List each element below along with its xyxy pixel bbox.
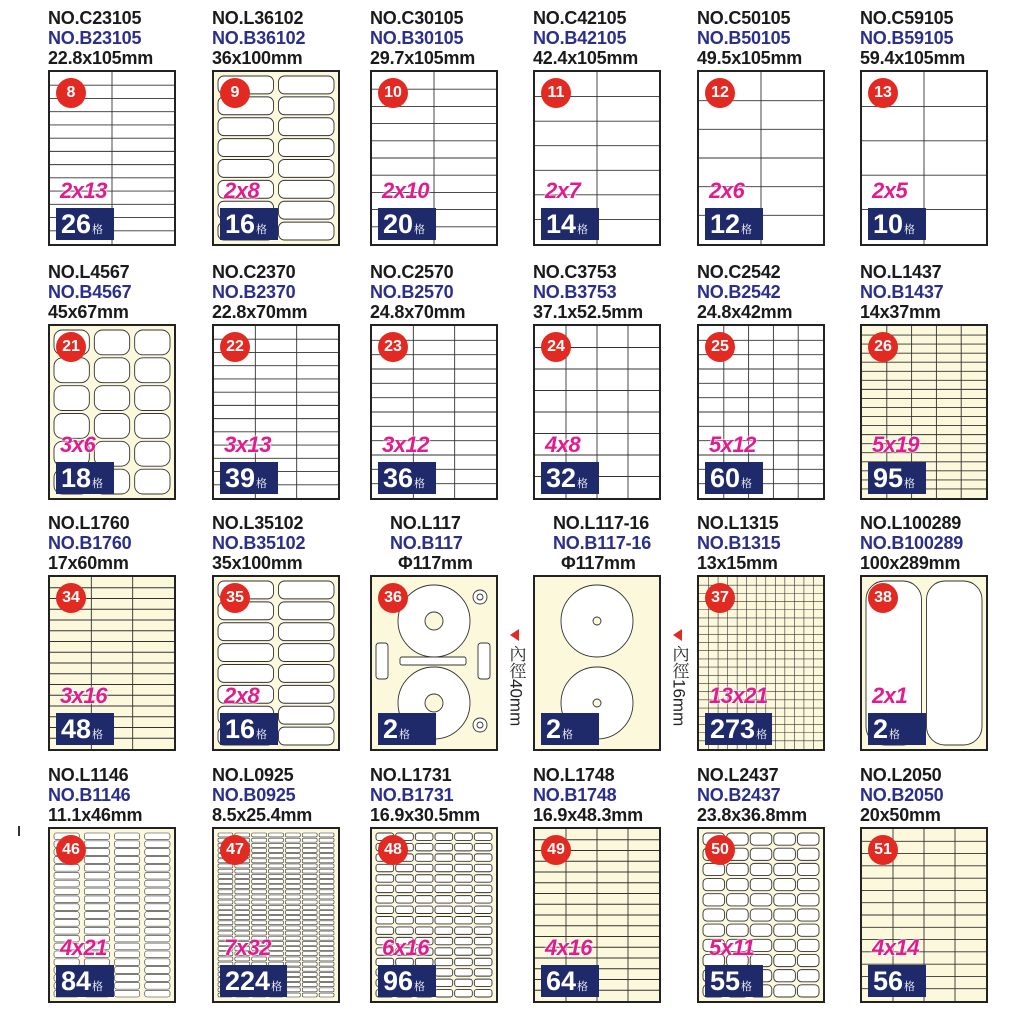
grid-layout-label: 5x11: [709, 935, 755, 960]
label-size: 45x67mm: [48, 302, 129, 322]
label-count: 60: [710, 463, 741, 493]
product-code-c: NO.L0925: [212, 765, 294, 785]
product-code-b: NO.B30105: [370, 28, 464, 48]
product-code-c: NO.L1760: [48, 513, 130, 533]
grid-layout-label: 4x8: [545, 432, 581, 457]
count-unit: 格: [271, 981, 283, 993]
label-sheet-preview: [533, 827, 661, 1003]
label-product-card: [860, 254, 1024, 504]
product-code-b: NO.B36102: [212, 28, 306, 48]
label-product-card: [860, 0, 1024, 250]
label-count-box: [541, 713, 599, 745]
layout-number-badge: 47: [220, 835, 250, 865]
count-unit: 格: [256, 224, 268, 236]
product-code-b: NO.B1315: [697, 533, 781, 553]
label-count-box: [56, 965, 114, 997]
product-code-c: NO.L35102: [212, 513, 304, 533]
grid-layout-label: 5x12: [709, 432, 756, 457]
grid-layout-label: 3x13: [224, 432, 271, 457]
grid-layout-label: 4x16: [545, 935, 592, 960]
grid-layout-label: 2x6: [709, 178, 745, 203]
label-count: 2: [546, 714, 562, 744]
layout-number-badge: 35: [220, 583, 250, 613]
label-product-card: [533, 254, 698, 504]
grid-layout-label: 2x8: [224, 178, 260, 203]
label-count-box: [541, 208, 599, 240]
grid-layout-label: 2x5: [872, 178, 908, 203]
product-code-c: NO.L1731: [370, 765, 452, 785]
label-count: 84: [61, 966, 92, 996]
label-count-box: [378, 713, 436, 745]
product-code-c: NO.L117: [390, 513, 461, 533]
label-product-card: [48, 254, 213, 504]
label-count-box: [378, 462, 436, 494]
layout-number-badge: 34: [56, 583, 86, 613]
label-size: 36x100mm: [212, 48, 303, 68]
product-code-c: NO.C23105: [48, 8, 142, 28]
count-unit: 格: [577, 478, 589, 490]
grid-layout-label: 3x12: [382, 432, 429, 457]
label-count-box: [220, 965, 287, 997]
label-count: 2: [383, 714, 399, 744]
label-product-card: [48, 0, 213, 250]
product-code-b: NO.B1748: [533, 785, 617, 805]
label-count-box: [56, 713, 114, 745]
label-sheet-preview: [370, 575, 526, 751]
label-count: 273: [710, 714, 756, 744]
label-count-box: [541, 965, 599, 997]
label-count: 10: [873, 209, 904, 239]
product-code-c: NO.C2542: [697, 262, 781, 282]
product-code-c: NO.L1315: [697, 513, 779, 533]
label-size: 8.5x25.4mm: [212, 805, 313, 825]
count-unit: 格: [904, 478, 916, 490]
label-sheet-preview: [48, 575, 176, 751]
count-unit: 格: [562, 729, 574, 741]
label-size: 17x60mm: [48, 553, 129, 573]
count-unit: 格: [741, 478, 753, 490]
label-product-card: [533, 757, 698, 1007]
product-code-b: NO.B4567: [48, 282, 132, 302]
product-code-c: NO.C2370: [212, 262, 296, 282]
label-size: 42.4x105mm: [533, 48, 639, 68]
grid-layout-label: 3x16: [60, 683, 107, 708]
label-product-card: [212, 505, 377, 755]
layout-number-badge: 11: [541, 78, 571, 108]
layout-number-badge: 37: [705, 583, 735, 613]
product-code-c: NO.L2437: [697, 765, 779, 785]
label-size: 37.1x52.5mm: [533, 302, 643, 322]
margin-mark: [18, 826, 20, 836]
layout-number-badge: 21: [56, 332, 86, 362]
label-size: 22.8x70mm: [212, 302, 308, 322]
count-unit: 格: [904, 981, 916, 993]
label-count: 95: [873, 463, 904, 493]
label-count: 16: [225, 209, 256, 239]
label-size: 100x289mm: [860, 553, 961, 573]
label-count: 36: [383, 463, 414, 493]
grid-layout-label: 2x10: [382, 178, 429, 203]
label-sheet-preview: [533, 70, 661, 246]
product-code-b: NO.B1146: [48, 785, 131, 805]
product-code-b: NO.B117-16: [553, 533, 652, 553]
label-sheet-preview: [370, 70, 498, 246]
product-code-c: NO.C2570: [370, 262, 454, 282]
label-count-box: [220, 462, 278, 494]
product-code-c: NO.L1748: [533, 765, 615, 785]
product-code-c: NO.L1146: [48, 765, 129, 785]
label-product-card: [212, 254, 377, 504]
layout-number-badge: 13: [868, 78, 898, 108]
grid-layout-label: 2x7: [545, 178, 581, 203]
grid-layout-label: 13x21: [709, 683, 768, 708]
layout-number-badge: 22: [220, 332, 250, 362]
label-sheet-preview: [533, 575, 689, 751]
label-sheet-preview: [212, 575, 340, 751]
count-unit: 格: [92, 224, 104, 236]
label-size: 24.8x70mm: [370, 302, 466, 322]
label-count: 16: [225, 714, 256, 744]
label-sheet-preview: [860, 575, 988, 751]
label-size: 29.7x105mm: [370, 48, 476, 68]
label-size: 49.5x105mm: [697, 48, 803, 68]
label-size: 22.8x105mm: [48, 48, 154, 68]
product-code-c: NO.L100289: [860, 513, 962, 533]
label-count: 14: [546, 209, 577, 239]
label-count: 18: [61, 463, 92, 493]
grid-layout-label: 2x13: [60, 178, 107, 203]
label-count: 55: [710, 966, 741, 996]
inner-diameter-note: [504, 629, 528, 726]
count-unit: 格: [904, 224, 916, 236]
grid-layout-label: 4x14: [872, 935, 919, 960]
label-sheet-preview: [697, 70, 825, 246]
label-count-box: [705, 965, 763, 997]
label-count-box: [705, 208, 763, 240]
count-unit: 格: [256, 478, 268, 490]
label-sheet-preview: [370, 827, 498, 1003]
label-sheet-preview: [860, 70, 988, 246]
grid-layout-label: 2x8: [224, 683, 260, 708]
label-count-box: [378, 965, 436, 997]
count-unit: 格: [414, 981, 426, 993]
inner-diameter-note: [667, 629, 691, 726]
product-code-b: NO.B2370: [212, 282, 296, 302]
layout-number-badge: 24: [541, 332, 571, 362]
label-count: 96: [383, 966, 414, 996]
label-size: 20x50mm: [860, 805, 941, 825]
product-code-b: NO.B100289: [860, 533, 964, 553]
label-sheet-preview: [697, 827, 825, 1003]
label-sheet-preview: [860, 827, 988, 1003]
product-code-b: NO.B117: [390, 533, 463, 553]
label-product-card: [533, 0, 698, 250]
label-size: Φ117mm: [561, 553, 636, 573]
label-product-card: [697, 757, 862, 1007]
label-count: 48: [61, 714, 92, 744]
label-sheet-preview: [697, 324, 825, 500]
label-count-box: [868, 462, 926, 494]
layout-number-badge: 48: [378, 835, 408, 865]
count-unit: 格: [756, 729, 768, 741]
label-product-card: [48, 505, 213, 755]
label-count-box: [705, 462, 763, 494]
layout-number-badge: 50: [705, 835, 735, 865]
label-count-box: [56, 208, 114, 240]
label-size: 16.9x48.3mm: [533, 805, 643, 825]
label-sheet-preview: [697, 575, 825, 751]
product-code-b: NO.B2050: [860, 785, 944, 805]
product-code-b: NO.B23105: [48, 28, 142, 48]
count-unit: 格: [741, 224, 753, 236]
label-size: Φ117mm: [398, 553, 473, 573]
count-unit: 格: [92, 478, 104, 490]
label-count: 64: [546, 966, 577, 996]
count-unit: 格: [92, 981, 104, 993]
count-unit: 格: [256, 729, 268, 741]
label-product-card: [370, 757, 535, 1007]
label-product-card: [48, 757, 213, 1007]
grid-layout-label: 7x32: [224, 935, 271, 960]
product-code-b: NO.B3753: [533, 282, 617, 302]
label-product-card: [370, 254, 535, 504]
product-code-b: NO.B35102: [212, 533, 306, 553]
label-product-card: [697, 0, 862, 250]
label-count-box: [220, 208, 278, 240]
layout-number-badge: 9: [220, 78, 250, 108]
label-count-box: [868, 208, 926, 240]
label-product-card: [212, 757, 377, 1007]
product-code-c: NO.L1437: [860, 262, 942, 282]
product-code-c: NO.C3753: [533, 262, 617, 282]
layout-number-badge: 23: [378, 332, 408, 362]
product-code-b: NO.B1437: [860, 282, 944, 302]
label-sheet-preview: [212, 827, 340, 1003]
label-sheet-preview: [860, 324, 988, 500]
label-sheet-preview: [212, 324, 340, 500]
grid-layout-label: 4x21: [60, 935, 107, 960]
label-product-card: [697, 505, 862, 755]
label-size: 24.8x42mm: [697, 302, 793, 322]
label-count: 2: [873, 714, 889, 744]
label-size: 59.4x105mm: [860, 48, 966, 68]
label-size: 23.8x36.8mm: [697, 805, 807, 825]
product-code-c: NO.L4567: [48, 262, 130, 282]
grid-layout-label: 5x19: [872, 432, 919, 457]
count-unit: 格: [414, 224, 426, 236]
count-unit: 格: [92, 729, 104, 741]
product-code-b: NO.B2542: [697, 282, 781, 302]
count-unit: 格: [399, 729, 411, 741]
product-code-c: NO.C50105: [697, 8, 791, 28]
label-product-card: [212, 0, 377, 250]
layout-number-badge: 12: [705, 78, 735, 108]
grid-layout-label: 6x16: [382, 935, 429, 960]
count-unit: 格: [577, 224, 589, 236]
pointer-triangle-icon: [673, 629, 682, 641]
layout-number-badge: 38: [868, 583, 898, 613]
grid-layout-label: 3x6: [60, 432, 96, 457]
layout-number-badge: 36: [378, 583, 408, 613]
label-count-box: [705, 713, 772, 745]
label-count-box: [220, 713, 278, 745]
label-count: 26: [61, 209, 92, 239]
label-product-card: [860, 505, 1024, 755]
count-unit: 格: [577, 981, 589, 993]
layout-number-badge: 49: [541, 835, 571, 865]
layout-number-badge: 25: [705, 332, 735, 362]
label-count-box: [868, 965, 926, 997]
label-size: 13x15mm: [697, 553, 778, 573]
count-unit: 格: [889, 729, 901, 741]
label-product-card: [370, 0, 535, 250]
product-code-b: NO.B42105: [533, 28, 627, 48]
label-sheet-preview: [212, 70, 340, 246]
product-code-c: NO.L2050: [860, 765, 942, 785]
label-count: 56: [873, 966, 904, 996]
label-sheet-preview: [48, 70, 176, 246]
label-size: 11.1x46mm: [48, 805, 143, 825]
label-count-box: [378, 208, 436, 240]
product-code-b: NO.B59105: [860, 28, 954, 48]
label-count: 12: [710, 209, 741, 239]
label-count: 32: [546, 463, 577, 493]
product-code-c: NO.C30105: [370, 8, 464, 28]
label-sheet-preview: [48, 324, 176, 500]
product-code-c: NO.L117-16: [553, 513, 650, 533]
label-size: 16.9x30.5mm: [370, 805, 480, 825]
label-size: 14x37mm: [860, 302, 941, 322]
layout-number-badge: 8: [56, 78, 86, 108]
label-count-box: [56, 462, 114, 494]
label-count: 39: [225, 463, 256, 493]
label-product-card: [533, 505, 698, 755]
grid-layout-label: 2x1: [872, 683, 908, 708]
product-code-b: NO.B2437: [697, 785, 781, 805]
label-count-box: [541, 462, 599, 494]
label-product-card: [860, 757, 1024, 1007]
label-product-card: [697, 254, 862, 504]
inner-diameter-text: 內徑16mm: [669, 645, 689, 727]
layout-number-badge: 10: [378, 78, 408, 108]
label-size: 35x100mm: [212, 553, 303, 573]
label-sheet-preview: [370, 324, 498, 500]
label-count: 224: [225, 966, 271, 996]
product-code-c: NO.C59105: [860, 8, 954, 28]
layout-number-badge: 26: [868, 332, 898, 362]
product-code-b: NO.B0925: [212, 785, 296, 805]
label-sheet-preview: [48, 827, 176, 1003]
label-count-box: [868, 713, 926, 745]
count-unit: 格: [741, 981, 753, 993]
product-code-c: NO.C42105: [533, 8, 627, 28]
layout-number-badge: 51: [868, 835, 898, 865]
label-sheet-preview: [533, 324, 661, 500]
inner-diameter-text: 內徑40mm: [506, 645, 526, 727]
count-unit: 格: [414, 478, 426, 490]
product-code-b: NO.B1760: [48, 533, 132, 553]
layout-number-badge: 46: [56, 835, 86, 865]
product-code-b: NO.B2570: [370, 282, 454, 302]
label-product-card: [370, 505, 535, 755]
product-code-b: NO.B50105: [697, 28, 791, 48]
label-count: 20: [383, 209, 414, 239]
product-code-b: NO.B1731: [370, 785, 454, 805]
product-code-c: NO.L36102: [212, 8, 304, 28]
pointer-triangle-icon: [510, 629, 519, 641]
